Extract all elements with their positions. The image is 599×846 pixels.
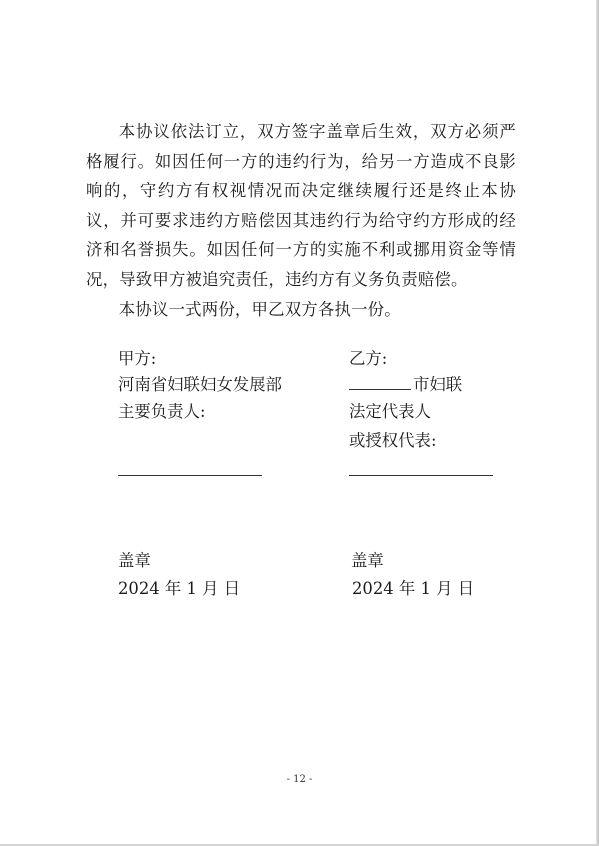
paragraph-effectiveness: 本协议依法订立，双方签字盖章后生效，双方必须严格履行。如因任何一方的违约行为，给另一方造成不良影响的，守约方有权视情况而决定继续履行还是终止本协议，并可要求违约方赔偿因其违约行为给守约方形成的经济和名誉损失。如因任何一方的实施不利或挪用资金等情况，导致甲方被追究责任，违约方有义务负责赔偿。 (86, 122, 516, 289)
party-a-date: 2024 年 1 月 日 (118, 579, 241, 598)
party-a-signature-line (118, 475, 262, 476)
party-b-rep-label-1: 法定代表人 (349, 402, 431, 421)
paragraph-copies: 本协议一式两份，甲乙双方各执一份。 (118, 299, 401, 319)
party-b-name-suffix: 市妇联 (413, 375, 463, 394)
party-b-rep-label-2: 或授权代表: (349, 431, 437, 450)
page-number: - 12 - (286, 774, 313, 785)
party-a-rep-label: 主要负责人: (118, 402, 206, 421)
party-b-seal-label: 盖章 (351, 551, 384, 570)
party-a-name: 河南省妇联妇女发展部 (118, 375, 282, 394)
agreement-body (86, 117, 516, 324)
party-a-label: 甲方: (118, 349, 157, 368)
party-a-seal-label: 盖章 (118, 551, 151, 570)
party-b-label: 乙方: (349, 349, 388, 368)
party-b-name (349, 372, 462, 398)
party-b-signature-line (349, 475, 493, 476)
party-b-date: 2024 年 1 月 日 (352, 579, 475, 598)
party-b-city-blank (349, 373, 411, 390)
